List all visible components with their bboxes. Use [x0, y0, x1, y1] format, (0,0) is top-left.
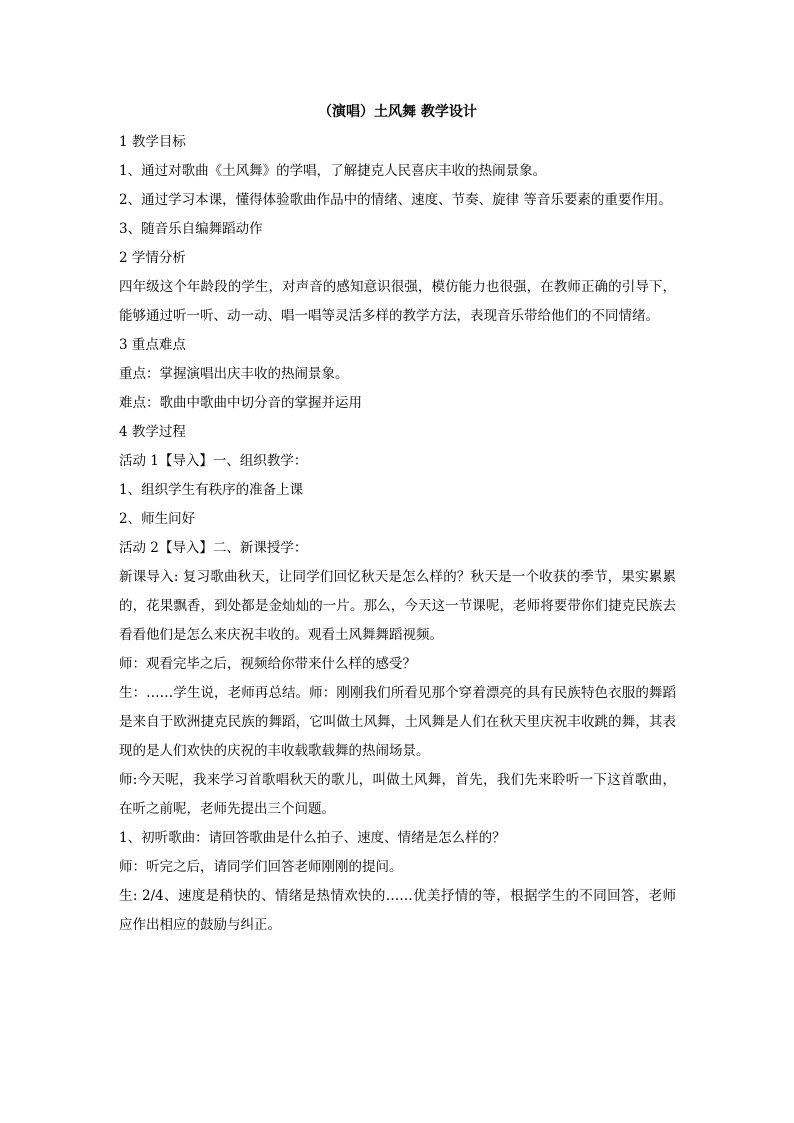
teacher-question: 师：观看完毕之后，视频给你带来什么样的感受？ — [119, 656, 416, 672]
activity-1-heading: 活动 1【导入】一、组织教学： — [119, 453, 308, 469]
goal-item-1: 1、通过对歌曲《土风舞》的学唱，了解捷克人民喜庆丰收的热闹景象。 — [119, 163, 547, 179]
activity-1-step-1: 1、组织学生有秩序的准备上课 — [119, 482, 304, 498]
section-heading-student-analysis: 2 学情分析 — [119, 250, 186, 266]
student-response: 生: 2/4、速度是稍快的、情绪是热情欢快的……优美抒情的等，根据学生的不同回答，老师应作出相应的鼓励与纠正。 — [119, 888, 676, 933]
student-analysis-text: 四年级这个年龄段的学生，对声音的感知意识很强，模仿能力也很强，在教师正确的引导下，能够通过听一听、动一动、唱一唱等灵活多样的教学方法，表现音乐带给他们的不同情绪。 — [119, 279, 676, 324]
section-heading-key-points: 3 重点难点 — [119, 337, 186, 353]
goal-item-2: 2、通过学习本课，懂得体验歌曲作品中的情绪、速度、节奏、旋律 等音乐要素的重要作用。 — [119, 192, 672, 208]
section-heading-teaching-goals: 1 教学目标 — [119, 134, 186, 150]
new-lesson-intro: 新课导入: 复习歌曲秋天，让同学们回忆秋天是怎么样的？秋天是一个收获的季节，果实累累的，花果飘香，到处都是金灿灿的一片。那么，今天这一节课呢，老师将要带你们捷克民族去看看他们是怎么来庆祝丰收的。观看土风舞舞蹈视频。 — [119, 569, 676, 643]
teacher-followup: 师：听完之后，请同学们回答老师刚刚的提问。 — [119, 859, 403, 875]
activity-1-step-2: 2、师生问好 — [119, 511, 196, 527]
goal-item-3: 3、随音乐自编舞蹈动作 — [119, 221, 263, 237]
document-title: （演唱）土风舞 教学设计 — [318, 104, 477, 120]
activity-2-heading: 活动 2【导入】二、新课授学： — [119, 540, 308, 556]
teacher-song-intro: 师:今天呢，我来学习首歌唱秋天的歌儿，叫做土风舞，首先，我们先来聆听一下这首歌曲，在听之前呢，老师先提出三个问题。 — [119, 772, 676, 817]
document-body — [119, 101, 676, 940]
student-answer-summary: 生：……学生说，老师再总结。师：刚刚我们所看见那个穿着漂亮的具有民族特色衣服的舞蹈是来自于欧洲捷克民族的舞蹈，它叫做土风舞，土风舞是人们在秋天里庆祝丰收跳的舞，其表现的是人们欢快的庆祝的丰收载歌载舞的热闹场景。 — [119, 685, 676, 759]
first-listen-question: 1、初听歌曲：请回答歌曲是什么拍子、速度、情绪是怎么样的？ — [119, 830, 506, 846]
key-point-text: 重点：掌握演唱出庆丰收的热闹景象。 — [119, 366, 349, 382]
section-heading-teaching-process: 4 教学过程 — [119, 424, 186, 440]
difficulty-text: 难点：歌曲中歌曲中切分音的掌握并运用 — [119, 395, 362, 411]
